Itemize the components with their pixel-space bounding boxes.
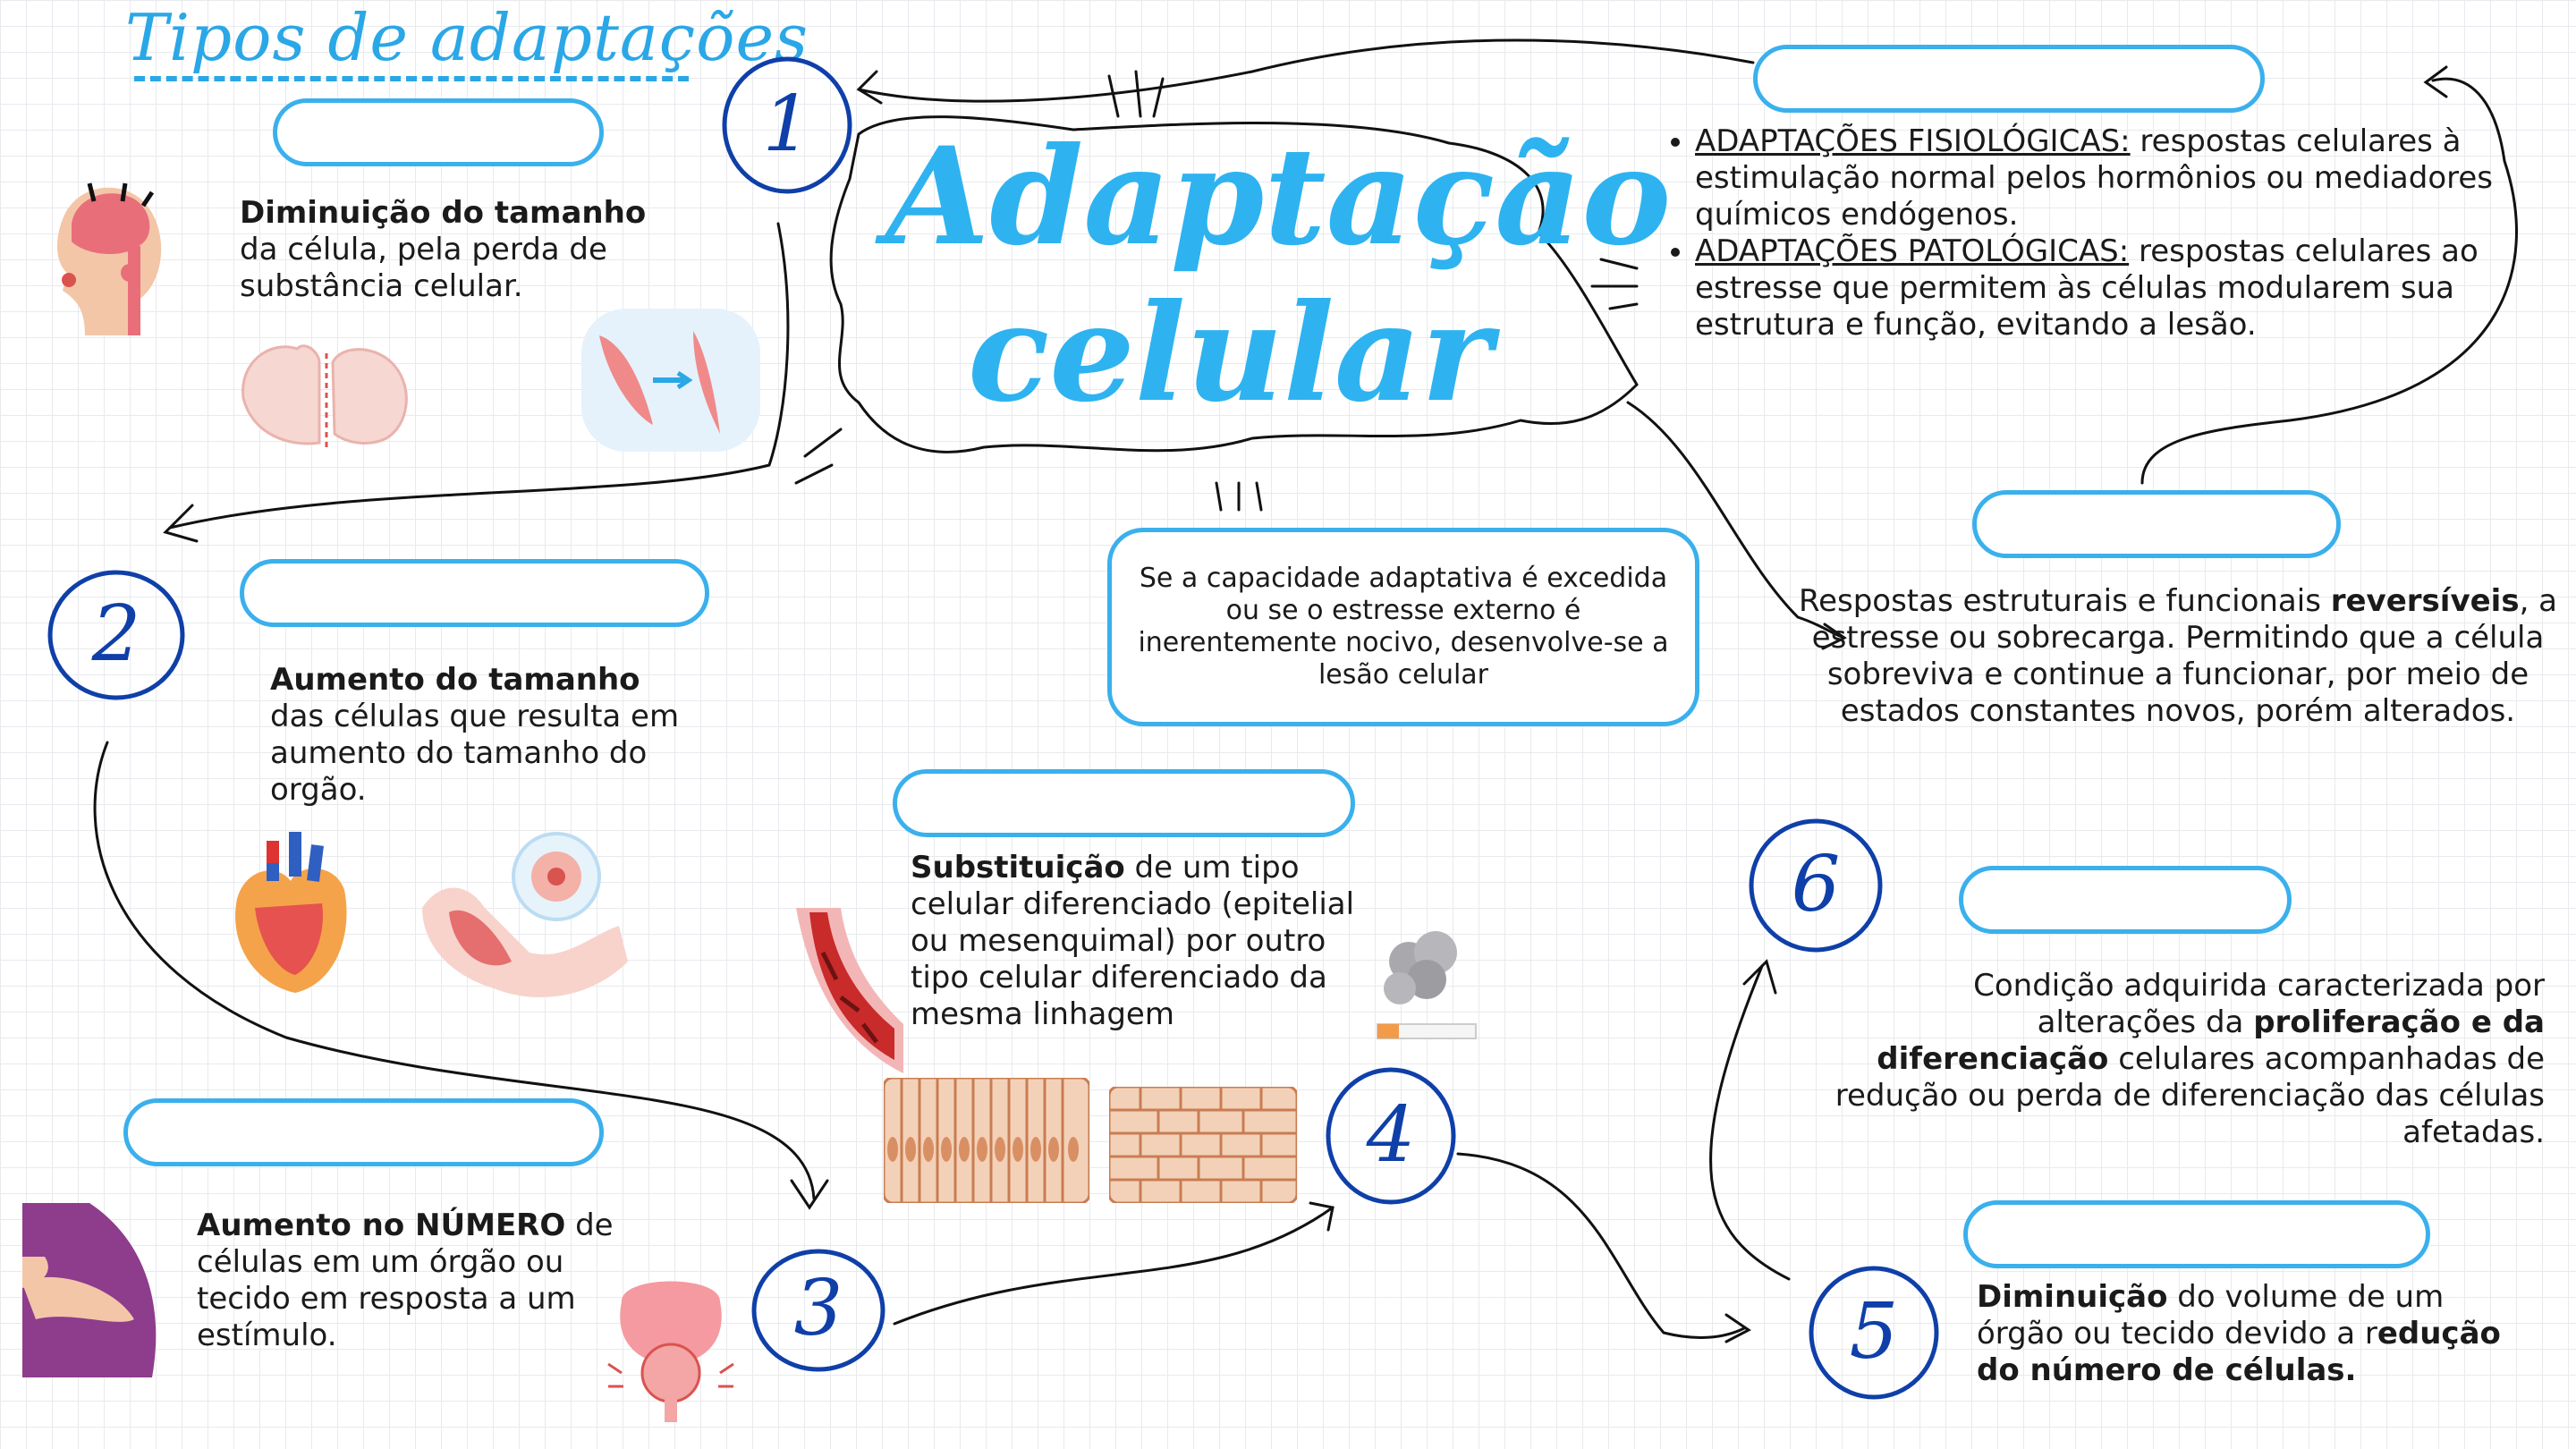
bullet-text: respostas celulares à estimulação normal pelos hormônios ou mediadores químicos endógenos.	[1695, 123, 2493, 233]
number-4: 4	[1366, 1090, 1416, 1180]
type3-bold: Aumento no NÚMERO	[197, 1208, 566, 1243]
cigarette-icon	[1373, 926, 1480, 1051]
arm-muscle-icon	[413, 827, 637, 1015]
pregnant-belly-icon	[18, 1203, 165, 1377]
label-pill-2	[240, 559, 709, 627]
type6-text	[1807, 968, 2545, 1151]
number-3: 3	[793, 1264, 843, 1353]
definition-post: , a estresse ou sobrecarga. Permitindo que a célula sobreviva e continue a funcionar, por meio de estados constantes novos, porém alterados.	[1811, 583, 2558, 729]
center-title-line1: Adaptação	[886, 118, 1672, 275]
type2-text	[270, 662, 691, 809]
type2-desc: das células que resulta em aumento do tamanho do orgão.	[270, 699, 680, 808]
columnar-epithelium-icon	[884, 1078, 1089, 1203]
heart-icon	[219, 827, 362, 1006]
squamous-epithelium-icon	[1109, 1087, 1297, 1203]
number-2: 2	[91, 589, 141, 679]
adaptation-kinds-list	[1659, 123, 2554, 343]
type5-bold1: Diminuição	[1977, 1279, 2168, 1315]
label-pill-5	[1963, 1200, 2430, 1268]
type6-pre: Condição adquirida caracterizada por alterações da	[1973, 968, 2545, 1040]
number-5: 5	[1849, 1287, 1899, 1377]
number-1: 1	[762, 80, 812, 169]
definition-pre: Respostas estruturais e funcionais	[1798, 583, 2331, 619]
type5-text	[1977, 1279, 2540, 1389]
blood-vessel-icon	[787, 899, 912, 1078]
muscle-atrophy-icon	[581, 309, 760, 452]
type1-text	[240, 195, 669, 305]
type5-bold2: edução do número de células.	[1977, 1316, 2501, 1388]
label-pill-top-right	[1753, 45, 2265, 113]
label-pill-4	[893, 769, 1355, 837]
label-pill-1	[273, 98, 604, 166]
prostate-icon	[604, 1266, 738, 1427]
brain-atrophy-icon	[49, 174, 174, 340]
definition-text	[1798, 583, 2558, 730]
type4-desc: de um tipo celular diferenciado (epitelial ou mesenquimal) por outro tipo celular diferenciado da mesma linhagem	[911, 850, 1355, 1032]
cell-injury-note	[1107, 528, 1699, 726]
type3-desc: de células em um órgão ou tecido em resposta a um estímulo.	[197, 1208, 614, 1353]
note-text: Se a capacidade adaptativa é excedida ou se o estresse externo é inerentemente nocivo, desenvolve-se a lesão celular	[1138, 563, 1669, 691]
type4-bold: Substituição	[911, 850, 1125, 886]
brain-icon	[234, 335, 413, 452]
center-title-line2: celular	[967, 275, 1492, 432]
type1-bold: Diminuição do tamanho	[240, 195, 647, 231]
type1-desc: da célula, pela perda de substância celular.	[240, 232, 607, 304]
list-item	[1695, 233, 2554, 343]
definition-bold: reversíveis	[2330, 583, 2520, 619]
list-item	[1695, 123, 2554, 233]
bullet-term: ADAPTAÇÕES FISIOLÓGICAS:	[1695, 123, 2131, 159]
label-pill-6	[1959, 866, 2292, 934]
title-underline	[134, 76, 689, 81]
type6-bold: proliferação e da diferenciação	[1877, 1004, 2545, 1077]
type5-desc: do volume de um órgão ou tecido devido a r	[1977, 1279, 2445, 1352]
label-pill-definition	[1972, 490, 2341, 558]
type6-post: celulares acompanhadas de redução ou perda de diferenciação das células afetadas.	[1835, 1041, 2545, 1150]
label-pill-3	[123, 1098, 604, 1166]
type2-bold: Aumento do tamanho	[270, 662, 640, 698]
number-6: 6	[1791, 840, 1841, 929]
type3-text	[197, 1208, 617, 1354]
bullet-text: respostas celulares ao estresse que permitem às células modularem sua estrutura e função, evitando a lesão.	[1695, 233, 2479, 343]
type4-text	[911, 850, 1371, 1033]
page-title: Tipos de adaptações	[125, 0, 809, 75]
bullet-term: ADAPTAÇÕES PATOLÓGICAS:	[1695, 233, 2130, 269]
